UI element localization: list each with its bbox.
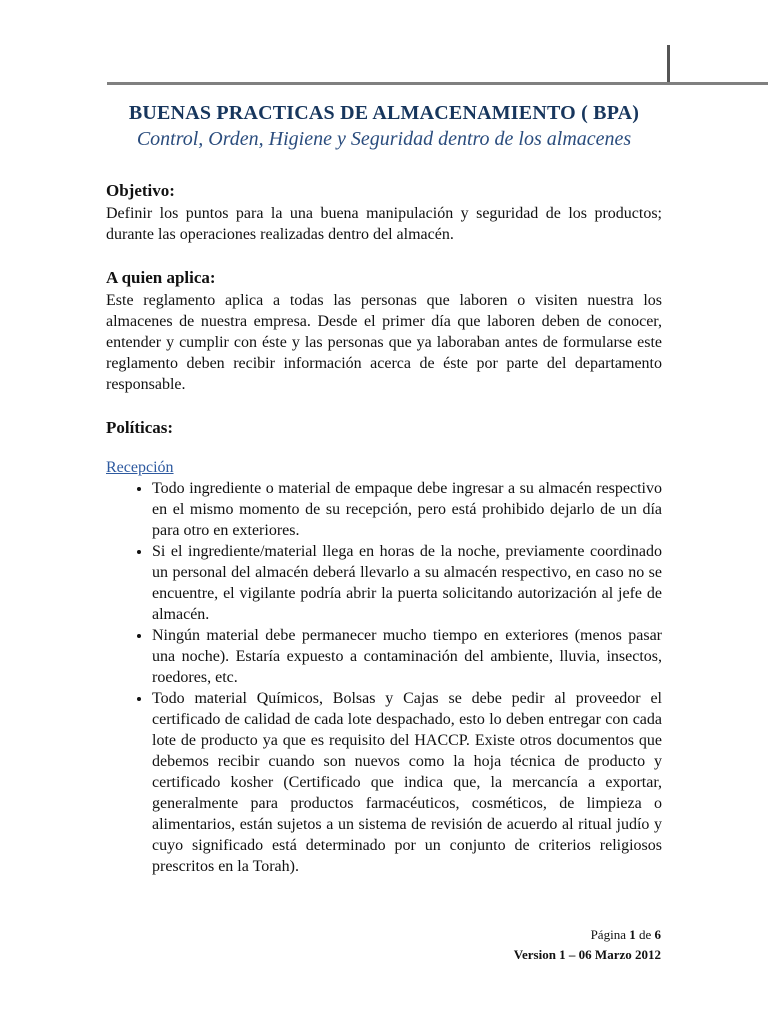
list-item: • Todo material Químicos, Bolsas y Cajas se debe pedir al proveedor el certificado de calidad de cada lote despachado, esto lo deben entregar con cada lote de producto ya que es requisito del HACCP. Existe otros documentos que debemos recibir cuando son nuevos como la hoja técnica de producto y certificado kosher (Certificado que indica que, la mercancía a exportar, generalmente para productos farmacéuticos, cosméticos, de limpieza o alimentarios, están sujetos a un sistema de revisión de acuerdo al ritual judío y cuyo significado está determinado por un conjunto de criterios religiosos prescritos en la Torah). bbox=[152, 688, 662, 877]
objetivo-heading: Objetivo: bbox=[106, 181, 175, 200]
document-subtitle: Control, Orden, Higiene y Seguridad dentro de los almacenes bbox=[136, 128, 632, 150]
list-item: • Ningún material debe permanecer mucho tiempo en exteriores (menos pasar una noche). Estaría expuesto a contaminación del ambiente, lluvia, insectos, roedores, etc. bbox=[152, 625, 662, 688]
document-title: BUENAS PRACTICAS DE ALMACENAMIENTO ( BPA) bbox=[128, 102, 640, 124]
page-total: 6 bbox=[654, 927, 661, 942]
header-rule bbox=[107, 82, 768, 85]
header-tick-line bbox=[667, 45, 670, 82]
objetivo-text: Definir los puntos para la una buena manipulación y seguridad de los productos; durante las operaciones realizadas dentro del almacén. bbox=[106, 205, 662, 243]
page-label: Página bbox=[590, 927, 626, 942]
page-current: 1 bbox=[629, 927, 636, 942]
document-body bbox=[106, 180, 662, 877]
page-of: de bbox=[638, 927, 652, 942]
version-label: Version 1 – 06 Marzo 2012 bbox=[513, 947, 661, 962]
page-number bbox=[514, 925, 661, 945]
list-item: • Todo ingrediente o material de empaque debe ingresar a su almacén respectivo en el mismo momento de su recepción, pero está prohibido dejarlo de un día para otro en exteriores. bbox=[152, 478, 662, 541]
section-objetivo bbox=[106, 180, 662, 245]
aplica-heading: A quien aplica: bbox=[106, 268, 216, 287]
politicas-heading: Políticas: bbox=[106, 418, 174, 437]
list-item: • Si el ingrediente/material llega en horas de la noche, previamente coordinado un personal del almacén deberá llevarlo a su almacén respectivo, en caso no se encuentre, el vigilante podría abrir la puerta solicitando autorización al jefe de almacén. bbox=[152, 541, 662, 625]
recepcion-subheading: Recepción bbox=[106, 459, 174, 476]
page-footer bbox=[514, 925, 661, 965]
section-aplica bbox=[106, 267, 662, 395]
section-politicas bbox=[106, 417, 662, 877]
recepcion-list bbox=[106, 478, 662, 877]
aplica-text: Este reglamento aplica a todas las personas que laboren o visiten nuestra los almacenes de nuestra empresa. Desde el primer día que laboren deben de conocer, entender y cumplir con éste y las personas que ya laboraban antes de formularse este reglamento deben recibir información acerca de éste por parte del departamento responsable. bbox=[106, 292, 662, 393]
